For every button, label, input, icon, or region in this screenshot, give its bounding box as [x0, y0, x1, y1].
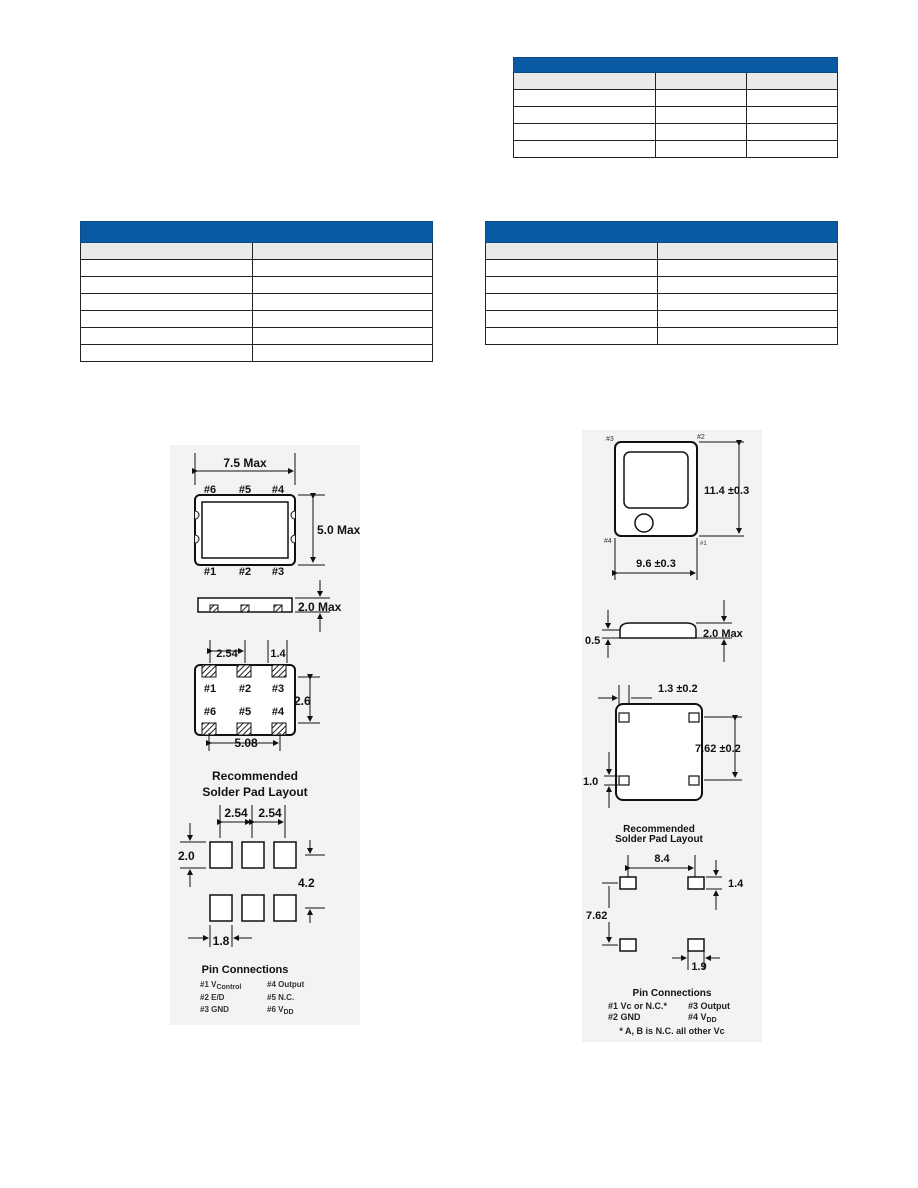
solder-pad [274, 842, 296, 868]
bottom-pin-1: #1 [203, 683, 217, 695]
pad-pitch-label: 2.54 [216, 648, 238, 660]
pad-span-label: 5.08 [234, 736, 258, 750]
table-middle-left [80, 221, 433, 362]
pin-6-desc: #6 VDD [267, 1005, 294, 1016]
solder-pad [274, 895, 296, 921]
solder-pad [620, 877, 636, 889]
table-middle-right [485, 221, 838, 345]
pin-5-desc: #5 N.C. [267, 993, 295, 1002]
side-right-label: 2.0 Max [703, 628, 743, 640]
solder-pad [688, 877, 704, 889]
solder-title-1: Recommended [623, 824, 695, 835]
solder-pad [242, 842, 264, 868]
solder-pad-h-label: 1.4 [728, 878, 744, 890]
package-side-view [620, 623, 696, 638]
pad-row-gap-label: 2.6 [294, 694, 311, 708]
solder-pad [210, 842, 232, 868]
pin-label-bottom-3: #3 [271, 566, 285, 578]
pin-connections-title: Pin Connections [632, 988, 712, 999]
solder-pitch-2: 2.54 [258, 806, 282, 820]
pin-connections-title: Pin Connections [201, 964, 289, 976]
solder-row-span-label: 7.62 [586, 910, 608, 922]
side-left-label: 0.5 [585, 635, 601, 647]
pin-1-marker: #1 [700, 541, 707, 547]
package-lid [202, 502, 288, 558]
footnote: * A, B is N.C. all other Vc [619, 1026, 725, 1036]
table-header-bar [514, 58, 838, 73]
pin-label-top-1: #6 [203, 484, 217, 496]
pin-label-top-3: #4 [271, 484, 285, 496]
right-package-drawing [582, 430, 762, 1042]
pad-width-label: 1.4 [270, 648, 286, 660]
solder-pad [242, 895, 264, 921]
table-header-bar [81, 222, 433, 243]
bottom-pin-2: #2 [238, 683, 252, 695]
pin-2-desc: #2 GND [608, 1012, 641, 1022]
bottom-pin-6: #6 [203, 706, 217, 718]
solder-title-2: Solder Pad Layout [202, 785, 308, 799]
table-header-bar [486, 222, 838, 243]
pin-label-top-2: #5 [238, 484, 252, 496]
width-label: 9.6 ±0.3 [636, 558, 676, 570]
solder-title-2: Solder Pad Layout [615, 834, 703, 845]
pad-w-label: 1.3 ±0.2 [658, 683, 698, 695]
solder-pad [688, 939, 704, 951]
table-top-right [513, 57, 838, 158]
solder-pitch-1: 2.54 [224, 806, 248, 820]
height-label: 11.4 ±0.3 [704, 485, 750, 497]
solder-pad-h-label: 2.0 [178, 849, 195, 863]
pin-4-marker: #4 [604, 538, 612, 545]
solder-pad [620, 939, 636, 951]
package-window [624, 452, 688, 508]
pad-span-label: 7.62 ±0.2 [695, 743, 741, 755]
bottom-pin-3: #3 [271, 683, 285, 695]
height-label: 5.0 Max [317, 523, 360, 537]
pin-label-bottom-1: #1 [203, 566, 217, 578]
pin-3-desc: #3 GND [200, 1005, 229, 1014]
solder-row-span-label: 4.2 [298, 876, 315, 890]
pin-label-bottom-2: #2 [238, 566, 252, 578]
pin-1-desc: #1 VControl [200, 980, 242, 991]
bottom-pin-4: #4 [271, 706, 285, 718]
pin-3-marker: #3 [606, 436, 614, 443]
package-dot [635, 514, 653, 532]
solder-pad-w-label: 1.8 [212, 934, 230, 948]
pin-3-desc: #3 Output [688, 1001, 730, 1011]
pin-2-marker: #2 [697, 434, 705, 441]
solder-pitch-label: 8.4 [654, 853, 670, 865]
left-package-drawing [170, 445, 360, 1025]
pin-1-desc: #1 Vc or N.C.* [608, 1001, 668, 1011]
pin-2-desc: #2 E/D [200, 993, 225, 1002]
pad-h-label: 1.0 [583, 776, 599, 788]
width-label: 7.5 Max [223, 456, 267, 470]
solder-title-1: Recommended [211, 769, 299, 783]
solder-pad-w-label: 1.9 [691, 961, 707, 973]
thickness-label: 2.0 Max [298, 600, 342, 614]
pin-4-desc: #4 Output [267, 980, 305, 989]
bottom-pin-5: #5 [238, 706, 252, 718]
pin-4-desc: #4 $V_{DD}$ [688, 1012, 717, 1024]
solder-pad [210, 895, 232, 921]
